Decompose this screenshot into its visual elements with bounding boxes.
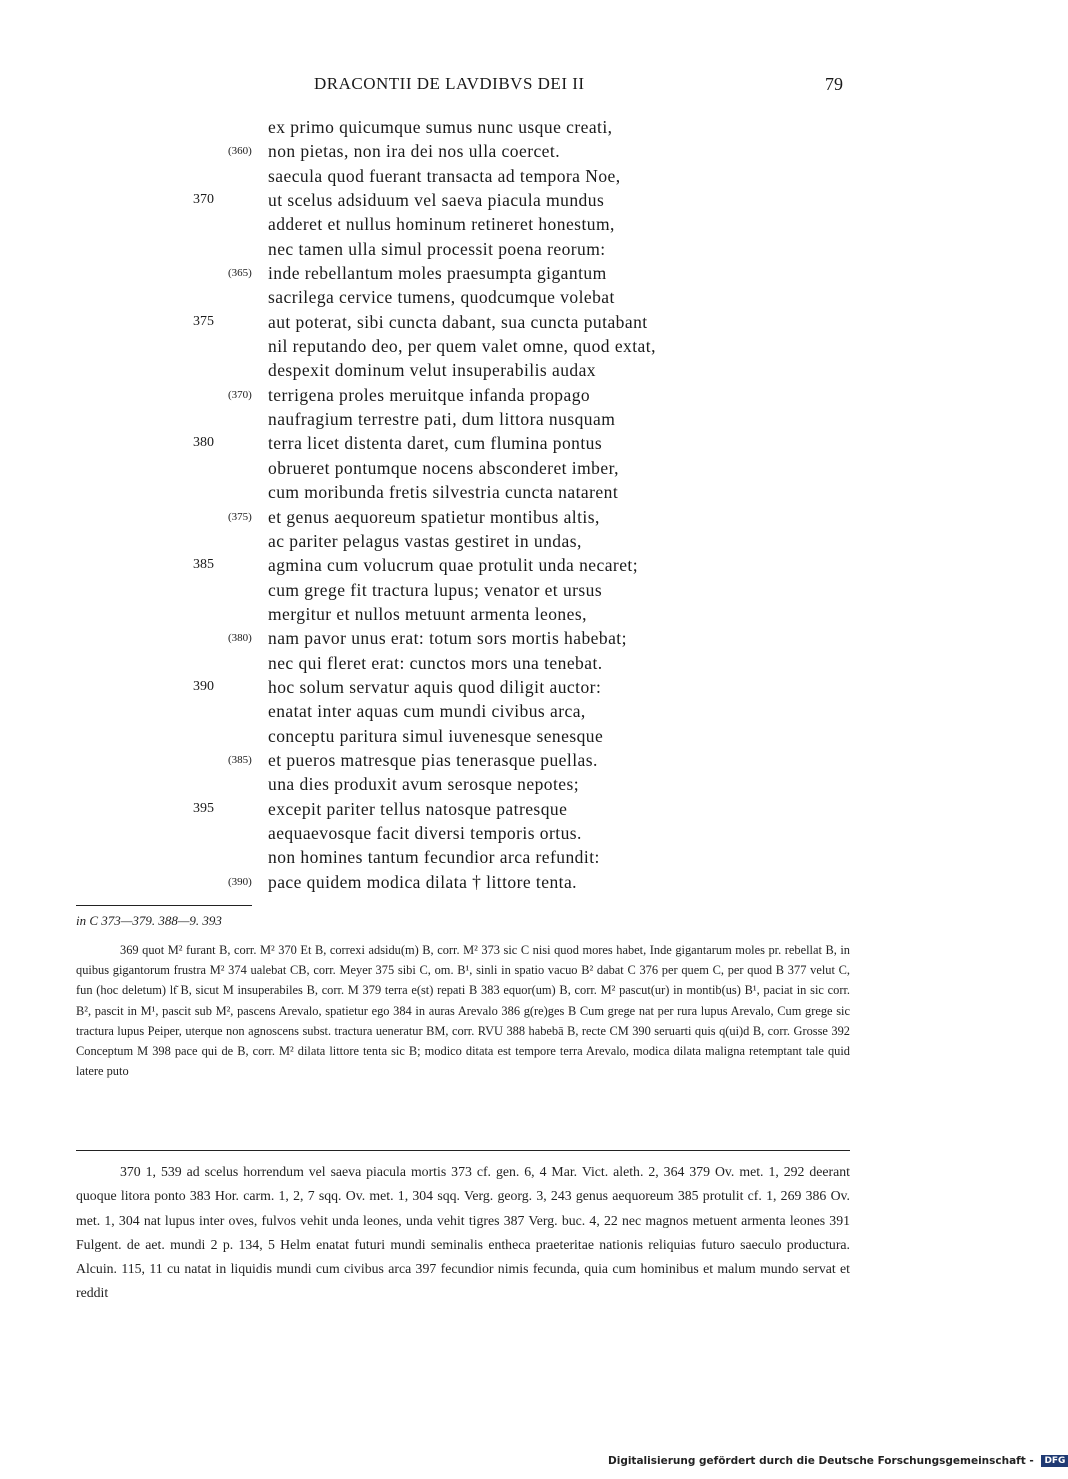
line-number: 395	[193, 800, 214, 816]
verse-text: terrigena proles meruitque infanda propago	[268, 384, 591, 405]
verse-text: despexit dominum velut insuperabilis audax	[268, 360, 597, 381]
verse-line	[0, 726, 1000, 750]
verse-text: hoc solum servatur aquis quod diligit auctor:	[268, 676, 602, 697]
verse-line	[0, 360, 1000, 384]
verse-text: nam pavor unus erat: totum sors mortis habebat;	[268, 628, 627, 649]
line-number: 385	[193, 557, 214, 573]
verse-text: inde rebellantum moles praesumpta gigantum	[268, 263, 607, 284]
verse-text: non pietas, non ira dei nos ulla coercet.	[268, 141, 561, 162]
verse-line	[0, 847, 1000, 871]
line-number: 380	[193, 435, 214, 451]
line-number: 390	[193, 678, 214, 694]
witness-note: in C 373—379. 388—9. 393	[76, 913, 222, 928]
page-header	[0, 74, 1000, 98]
verse-text: agmina cum volucrum quae protulit unda necaret;	[268, 555, 639, 576]
verse-line	[0, 166, 1000, 190]
verse-text: aut poterat, sibi cuncta dabant, sua cuncta putabant	[268, 311, 648, 332]
verse-line	[0, 336, 1000, 360]
alternate-line-number: (390)	[228, 875, 252, 888]
running-title: DRACONTII DE LAVDIBVS DEI II	[314, 74, 585, 93]
page-number: 79	[825, 74, 843, 94]
verse-line	[0, 190, 1000, 214]
alternate-line-number: (385)	[228, 753, 252, 766]
verse-line	[0, 287, 1000, 311]
verse-line	[0, 482, 1000, 506]
verse-text: nec qui fleret erat: cunctos mors una tenebat.	[268, 652, 603, 673]
verse-text: et genus aequoreum spatietur montibus altis,	[268, 506, 600, 527]
verse-line	[0, 263, 1000, 287]
verse-line	[0, 312, 1000, 336]
verse-text: pace quidem modica dilata † littore tenta.	[268, 871, 577, 892]
verse-text: una dies produxit avum serosque nepotes;	[268, 774, 580, 795]
verse-text: aequaevosque facit diversi temporis ortus.	[268, 822, 582, 843]
verse-line	[0, 750, 1000, 774]
verse-text: saecula quod fuerant transacta ad tempora Noe,	[268, 165, 621, 186]
verse-line	[0, 774, 1000, 798]
verse-text: ex primo quicumque sumus nunc usque creati,	[268, 117, 613, 137]
alternate-line-number: (360)	[228, 145, 252, 158]
dfg-logo: DFG	[1041, 1455, 1068, 1467]
verse-text: adderet et nullus hominum retineret honestum,	[268, 214, 615, 235]
verse-text: nil reputando deo, per quem valet omne, quod extat,	[268, 336, 656, 357]
apparatus-divider-short	[76, 905, 252, 906]
verse-text: ac pariter pelagus vastas gestiret in undas,	[268, 530, 582, 551]
verse-line	[0, 555, 1000, 579]
verse-line	[0, 433, 1000, 457]
verse-line	[0, 799, 1000, 823]
verse-text: conceptu paritura simul iuvenesque senesque	[268, 725, 604, 746]
alternate-line-number: (375)	[228, 510, 252, 523]
verse-line	[0, 604, 1000, 628]
verse-line	[0, 628, 1000, 652]
verse-text: cum moribunda fretis silvestria cuncta natarent	[268, 482, 619, 503]
verse-text: mergitur et nullos metuunt armenta leones,	[268, 603, 587, 624]
verse-line	[0, 239, 1000, 263]
verse-line	[0, 872, 1000, 896]
verse-line	[0, 701, 1000, 725]
verse-line	[0, 531, 1000, 555]
verse-line	[0, 677, 1000, 701]
verse-line	[0, 507, 1000, 531]
verse-text: obrueret pontumque nocens absconderet imber,	[268, 457, 620, 478]
verse-line	[0, 580, 1000, 604]
digitization-credit	[608, 1455, 1068, 1467]
verse-text: excepit pariter tellus natosque patresque	[268, 798, 568, 819]
verse-line	[0, 214, 1000, 238]
verse-text: non homines tantum fecundior arca refundit:	[268, 847, 600, 868]
sources-apparatus: 370 1, 539 ad scelus horrendum vel saeva piacula mortis 373 cf. gen. 6, 4 Mar. Vict. aleth. 2, 364 379 Ov. met. 1, 292 deerant quoque litora ponto 383 Hor. carm. 1, 2, 7 sqq. Ov. met. 1, 304 sqq. Verg. georg. 3, 243 genus aequoreum 385 protulit cf. 1, 269 386 Ov. met. 1, 304 nat lupus inter oves, fulvos vehit unda leones, unda vehit tigres 387 Verg. buc. 4, 22 nec magnos metuent armenta leones 391 Fulgent. de aet. mundi 2 p. 134, 5 Helm enatat futuri mundi seminalis entheca praeteritae nationis reliquias futuro saeculo productura. Alcuin. 115, 11 cu natat in liquidis mundi cum civibus arca 397 fecundior nimis fecunda, quia cum hominibus et malum mundo servat et reddit	[76, 1164, 850, 1301]
alternate-line-number: (365)	[228, 267, 252, 280]
apparatus-divider-long	[76, 1150, 850, 1151]
poem-body	[0, 117, 1000, 896]
verse-text: ut scelus adsiduum vel saeva piacula mundus	[268, 190, 605, 211]
verse-line	[0, 385, 1000, 409]
line-number: 375	[193, 313, 214, 329]
credit-text: Digitalisierung gefördert durch die Deutsche Forschungsgemeinschaft -	[608, 1455, 1034, 1467]
verse-text: sacrilega cervice tumens, quodcumque volebat	[268, 287, 615, 308]
verse-line	[0, 653, 1000, 677]
verse-line	[0, 409, 1000, 433]
verse-text: cum grege fit tractura lupus; venator et ursus	[268, 579, 603, 600]
alternate-line-number: (370)	[228, 388, 252, 401]
verse-line	[0, 458, 1000, 482]
verse-text: enatat inter aquas cum mundi civibus arca,	[268, 701, 586, 722]
verse-text: terra licet distenta daret, cum flumina pontus	[268, 433, 603, 454]
line-number: 370	[193, 192, 214, 208]
verse-text: et pueros matresque pias tenerasque puellas.	[268, 749, 598, 770]
verse-text: nec tamen ulla simul processit poena reorum:	[268, 238, 606, 259]
verse-text: naufragium terrestre pati, dum littora nusquam	[268, 409, 616, 430]
critical-apparatus: 369 quot M² furant B, corr. M² 370 Et B, correxi adsidu(m) B, corr. M² 373 sic C nisi quod mores habet, Inde gigantarum moles pr. rebellat B, in quibus gigantorum frustra M² 374 ualebat CB, corr. Meyer 375 sibi C, om. B¹, sinli in spatio vacuo B² dabat C 376 per quem C, per quod B 377 velut C, fun (hoc deletum) lt͂ B, sicut M insuperabiles B, corr. M 379 terra e(st) repati B 383 equor(um) B, corr. M² pascut(ur) in montib(us) B¹, paciat in sic corr. B², pascit in M¹, pascit sub M², pascens Arevalo, spatietur ego 384 in auras Arevalo 386 g(re)ges B Cum grege nat per rura lupus Arevalo, Cum grege sic tractura lupus Peiper, uterque non agnoscens subst. tractura ueneratur BM, corr. RVU 388 habebā B, recte CM 390 seruarti quis q(ui)d B, corr. Grosse 392 Conceptum M 398 pace qui de B, corr. M² dilata littore tenta sic B; modico ditata est tempore terra Arevalo, modica dilata maligna retemptant tale quid latere puto	[76, 943, 850, 1079]
verse-line	[0, 117, 1000, 141]
verse-line	[0, 823, 1000, 847]
alternate-line-number: (380)	[228, 632, 252, 645]
verse-line	[0, 141, 1000, 165]
